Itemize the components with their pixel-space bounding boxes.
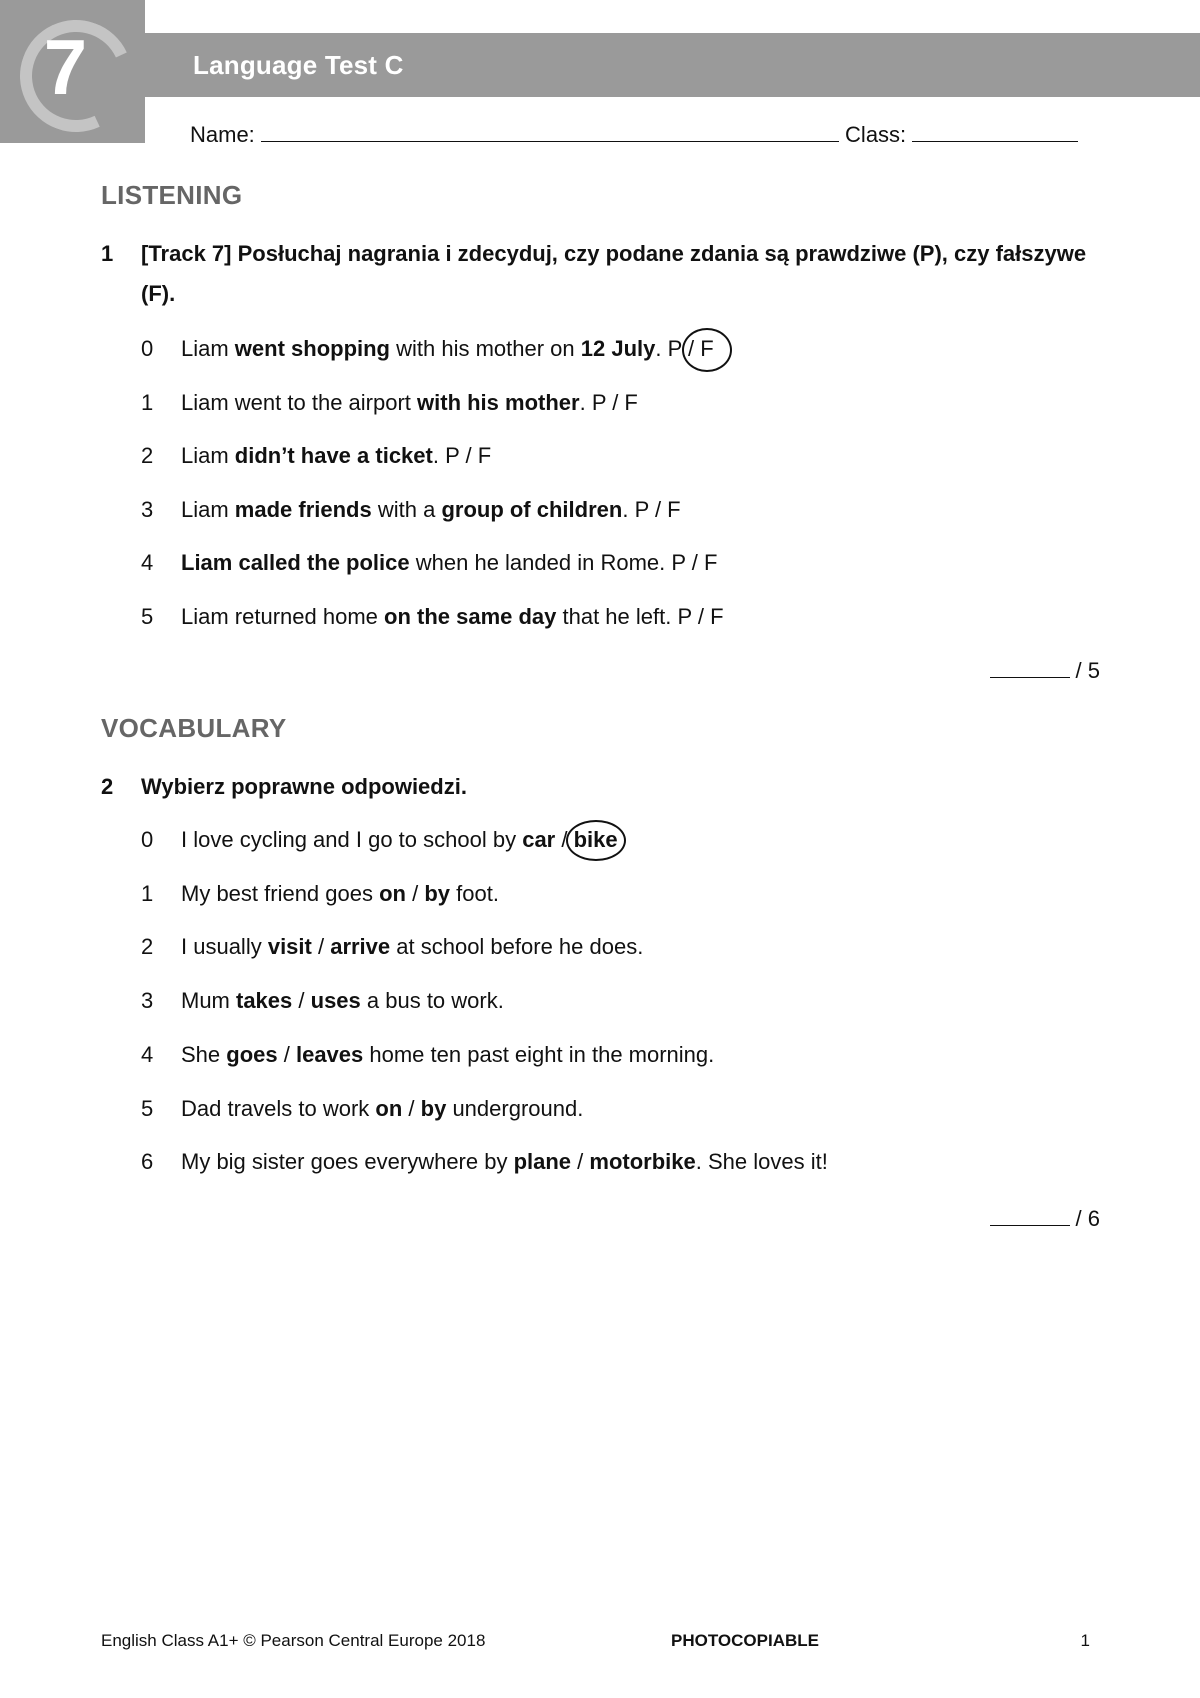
item-number: 4 [141, 1041, 154, 1067]
score-total: / 6 [1075, 1206, 1100, 1231]
answer-option[interactable]: by [424, 880, 451, 906]
answer-option[interactable]: bike [574, 827, 618, 852]
item-text: group of children [441, 496, 623, 522]
task-instruction: [Track 7] Posłuchaj nagrania i zdecyduj, czy podane zdania są prawdziwe (P), czy fałszywe (F). [141, 241, 1087, 306]
true-false-options[interactable]: P / F [668, 336, 714, 361]
item-number: 3 [141, 988, 154, 1014]
item-text: when he landed in Rome. [409, 550, 672, 576]
exercise-item [141, 986, 504, 1016]
item-text: Liam [181, 336, 235, 361]
answer-option[interactable]: on [375, 1095, 403, 1121]
item-text: / [311, 934, 331, 960]
item-text: / [571, 1149, 590, 1175]
section-title-vocabulary: VOCABULARY [101, 713, 287, 743]
answer-option[interactable]: by [420, 1095, 447, 1121]
score-total: / 5 [1075, 658, 1100, 683]
true-false-options[interactable]: P / F [591, 389, 638, 415]
task-number: 2 [101, 774, 114, 799]
name-label: Name: [190, 122, 255, 147]
exercise-item [141, 495, 681, 525]
listening-score [990, 658, 1100, 684]
title-bar [145, 33, 1200, 97]
item-text: Liam [181, 443, 235, 469]
item-text: Liam returned home [181, 604, 384, 629]
answer-option[interactable]: on [379, 880, 406, 906]
circled-answer-mark [566, 820, 626, 861]
item-number: 5 [141, 1095, 154, 1121]
exercise-item [141, 825, 618, 855]
exercise-item [141, 548, 717, 578]
item-text: didn’t have a ticket [234, 443, 433, 469]
item-text: / [555, 827, 574, 852]
item-text: My big sister goes everywhere by [181, 1149, 514, 1175]
item-number: 2 [141, 934, 154, 960]
item-text: She [181, 1041, 227, 1067]
item-text: went shopping [234, 336, 390, 361]
circled-answer-mark [682, 328, 732, 372]
task-2-instruction [101, 767, 1090, 807]
footer-photocopiable: PHOTOCOPIABLE [671, 1631, 819, 1650]
item-text: a bus to work. [360, 988, 504, 1014]
item-number: 1 [141, 389, 154, 415]
answer-option[interactable]: car [522, 827, 556, 852]
unit-number: 7 [43, 23, 88, 111]
item-text: with his mother [417, 389, 580, 415]
answer-option[interactable]: leaves [295, 1041, 364, 1067]
answer-option[interactable]: goes [226, 1041, 278, 1067]
item-text: . [579, 389, 592, 415]
exercise-item [141, 334, 714, 364]
item-text: I usually [181, 934, 268, 960]
item-text: on the same day [384, 604, 557, 629]
item-text: Liam went to the airport [181, 389, 418, 415]
answer-option[interactable]: plane [513, 1149, 572, 1175]
name-class-line [190, 122, 1078, 148]
exercise-item [141, 602, 724, 632]
item-text: made friends [234, 496, 372, 522]
item-text: foot. [450, 880, 499, 906]
exercise-item [141, 441, 491, 471]
unit-badge [0, 0, 145, 143]
score-blank[interactable] [990, 661, 1070, 678]
answer-option[interactable]: uses [310, 988, 361, 1014]
true-false-options[interactable]: P / F [671, 550, 718, 576]
item-text: / [406, 880, 425, 906]
item-text: Liam [181, 496, 235, 522]
item-number: 0 [141, 827, 154, 852]
page-title: Language Test C [193, 50, 404, 80]
item-text: My best friend goes [181, 880, 380, 906]
task-instruction: Wybierz poprawne odpowiedzi. [141, 774, 467, 799]
item-text: . She loves it! [695, 1149, 828, 1175]
item-text: . [432, 443, 446, 469]
item-text: that he left. [556, 604, 678, 629]
true-false-options[interactable]: P / F [445, 443, 492, 469]
class-field[interactable] [912, 123, 1078, 142]
item-text: Mum [181, 988, 236, 1014]
exercise-item [141, 1147, 828, 1177]
item-number: 6 [141, 1149, 154, 1175]
true-false-options[interactable]: P / F [634, 496, 681, 522]
item-text: Liam called the police [181, 550, 410, 576]
item-text: / [292, 988, 311, 1014]
item-number: 3 [141, 496, 154, 522]
section-title-listening: LISTENING [101, 180, 243, 210]
item-text: . [622, 496, 635, 522]
task-1-instruction [101, 234, 1090, 314]
answer-option[interactable]: motorbike [589, 1149, 696, 1175]
exercise-item [141, 879, 499, 909]
item-number: 2 [141, 443, 154, 469]
item-text: with his mother on [390, 336, 581, 361]
item-number: 4 [141, 550, 154, 576]
answer-option[interactable]: arrive [330, 934, 391, 960]
footer-copyright: English Class A1+ © Pearson Central Europe 2018 [101, 1631, 486, 1650]
task-number: 1 [101, 241, 114, 266]
item-text: at school before he does. [390, 934, 644, 960]
item-text: . [655, 336, 668, 361]
item-text: / [277, 1041, 296, 1067]
exercise-item [141, 1094, 583, 1124]
name-field[interactable] [261, 123, 839, 142]
item-text: Dad travels to work [181, 1095, 376, 1121]
answer-option[interactable]: visit [267, 934, 312, 960]
item-text: underground. [446, 1095, 584, 1121]
score-blank[interactable] [990, 1209, 1070, 1226]
exercise-item [141, 388, 638, 418]
item-number: 1 [141, 880, 154, 906]
exercise-item [141, 932, 643, 962]
true-false-options[interactable]: P / F [677, 604, 724, 629]
class-label: Class: [845, 122, 907, 147]
page-number: 1 [1080, 1631, 1090, 1650]
item-text: with a [371, 496, 442, 522]
item-text: / [402, 1095, 421, 1121]
item-number: 0 [141, 336, 154, 361]
answer-option[interactable]: takes [236, 988, 293, 1014]
vocabulary-score [990, 1206, 1100, 1232]
item-text: I love cycling and I go to school by [181, 827, 523, 852]
item-text: home ten past eight in the morning. [363, 1041, 715, 1067]
exercise-item [141, 1040, 714, 1070]
item-text: 12 July [580, 336, 656, 361]
item-number: 5 [141, 604, 154, 629]
